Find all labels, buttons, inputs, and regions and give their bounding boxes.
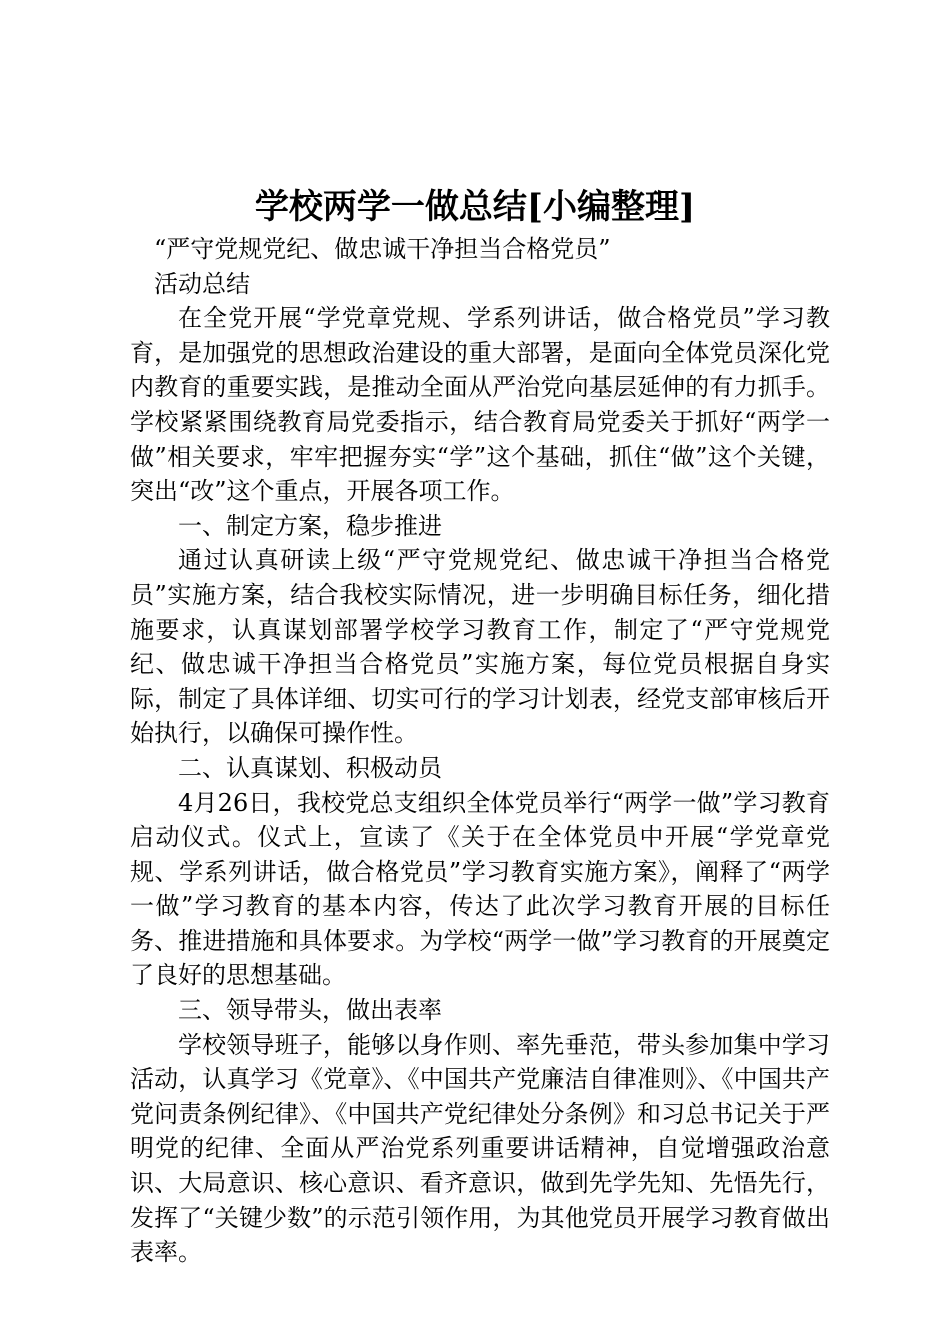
section-heading-2: 二、认真谋划、积极动员 <box>178 753 442 782</box>
document-body <box>130 232 830 1270</box>
section-paragraph-3: 学校领导班子，能够以身作则、率先垂范，带头参加集中学习活动，认真学习《党章》、《中国共产党廉洁自律准则》、《中国共产党问责条例纪律》、《中国共产党纪律处分条例》和习总书记关于严明党的纪律、全面从严治党系列重要讲话精神，自觉增强政治意识、大局意识、核心意识、看齐意识，做到先学先知、先悟先行，发挥了“关键少数”的示范引领作用，为其他党员开展学习教育做出表率。 <box>130 1030 830 1267</box>
section-heading-3: 三、领导带头，做出表率 <box>178 996 442 1025</box>
subtitle-line-2: 活动总结 <box>154 269 250 298</box>
document-title: 学校两学一做总结[小编整理] <box>254 187 696 227</box>
section-heading-1: 一、制定方案，稳步推进 <box>178 511 442 540</box>
section-paragraph-2: 4月26日，我校党总支组织全体党员举行“两学一做”学习教育启动仪式。仪式上，宣读了《关于在全体党员中开展“学党章党规、学系列讲话，做合格党员”学习教育实施方案》，阐释了“两学一做”学习教育的基本内容，传达了此次学习教育开展的目标任务、推进措施和具体要求。为学校“两学一做”学习教育的开展奠定了良好的思想基础。 <box>130 788 830 990</box>
subtitle-line-1: “严守党规党纪、做忠诚干净担当合格党员” <box>154 235 611 263</box>
intro-paragraph: 在全党开展“学党章党规、学系列讲话，做合格党员”学习教育，是加强党的思想政治建设的重大部署，是面向全体党员深化党内教育的重要实践，是推动全面从严治党向基层延伸的有力抓手。学校紧紧围绕教育局党委指示，结合教育局党委关于抓好“两学一做”相关要求，牢牢把握夯实“学”这个基础，抓住“做”这个关键，突出“改”这个重点，开展各项工作。 <box>130 304 830 506</box>
section-paragraph-1: 通过认真研读上级“严守党规党纪、做忠诚干净担当合格党员”实施方案，结合我校实际情况，进一步明确目标任务，细化措施要求，认真谋划部署学校学习教育工作，制定了“严守党规党纪、做忠诚干净担当合格党员”实施方案，每位党员根据自身实际，制定了具体详细、切实可行的学习计划表，经党支部审核后开始执行，以确保可操作性。 <box>130 546 830 748</box>
